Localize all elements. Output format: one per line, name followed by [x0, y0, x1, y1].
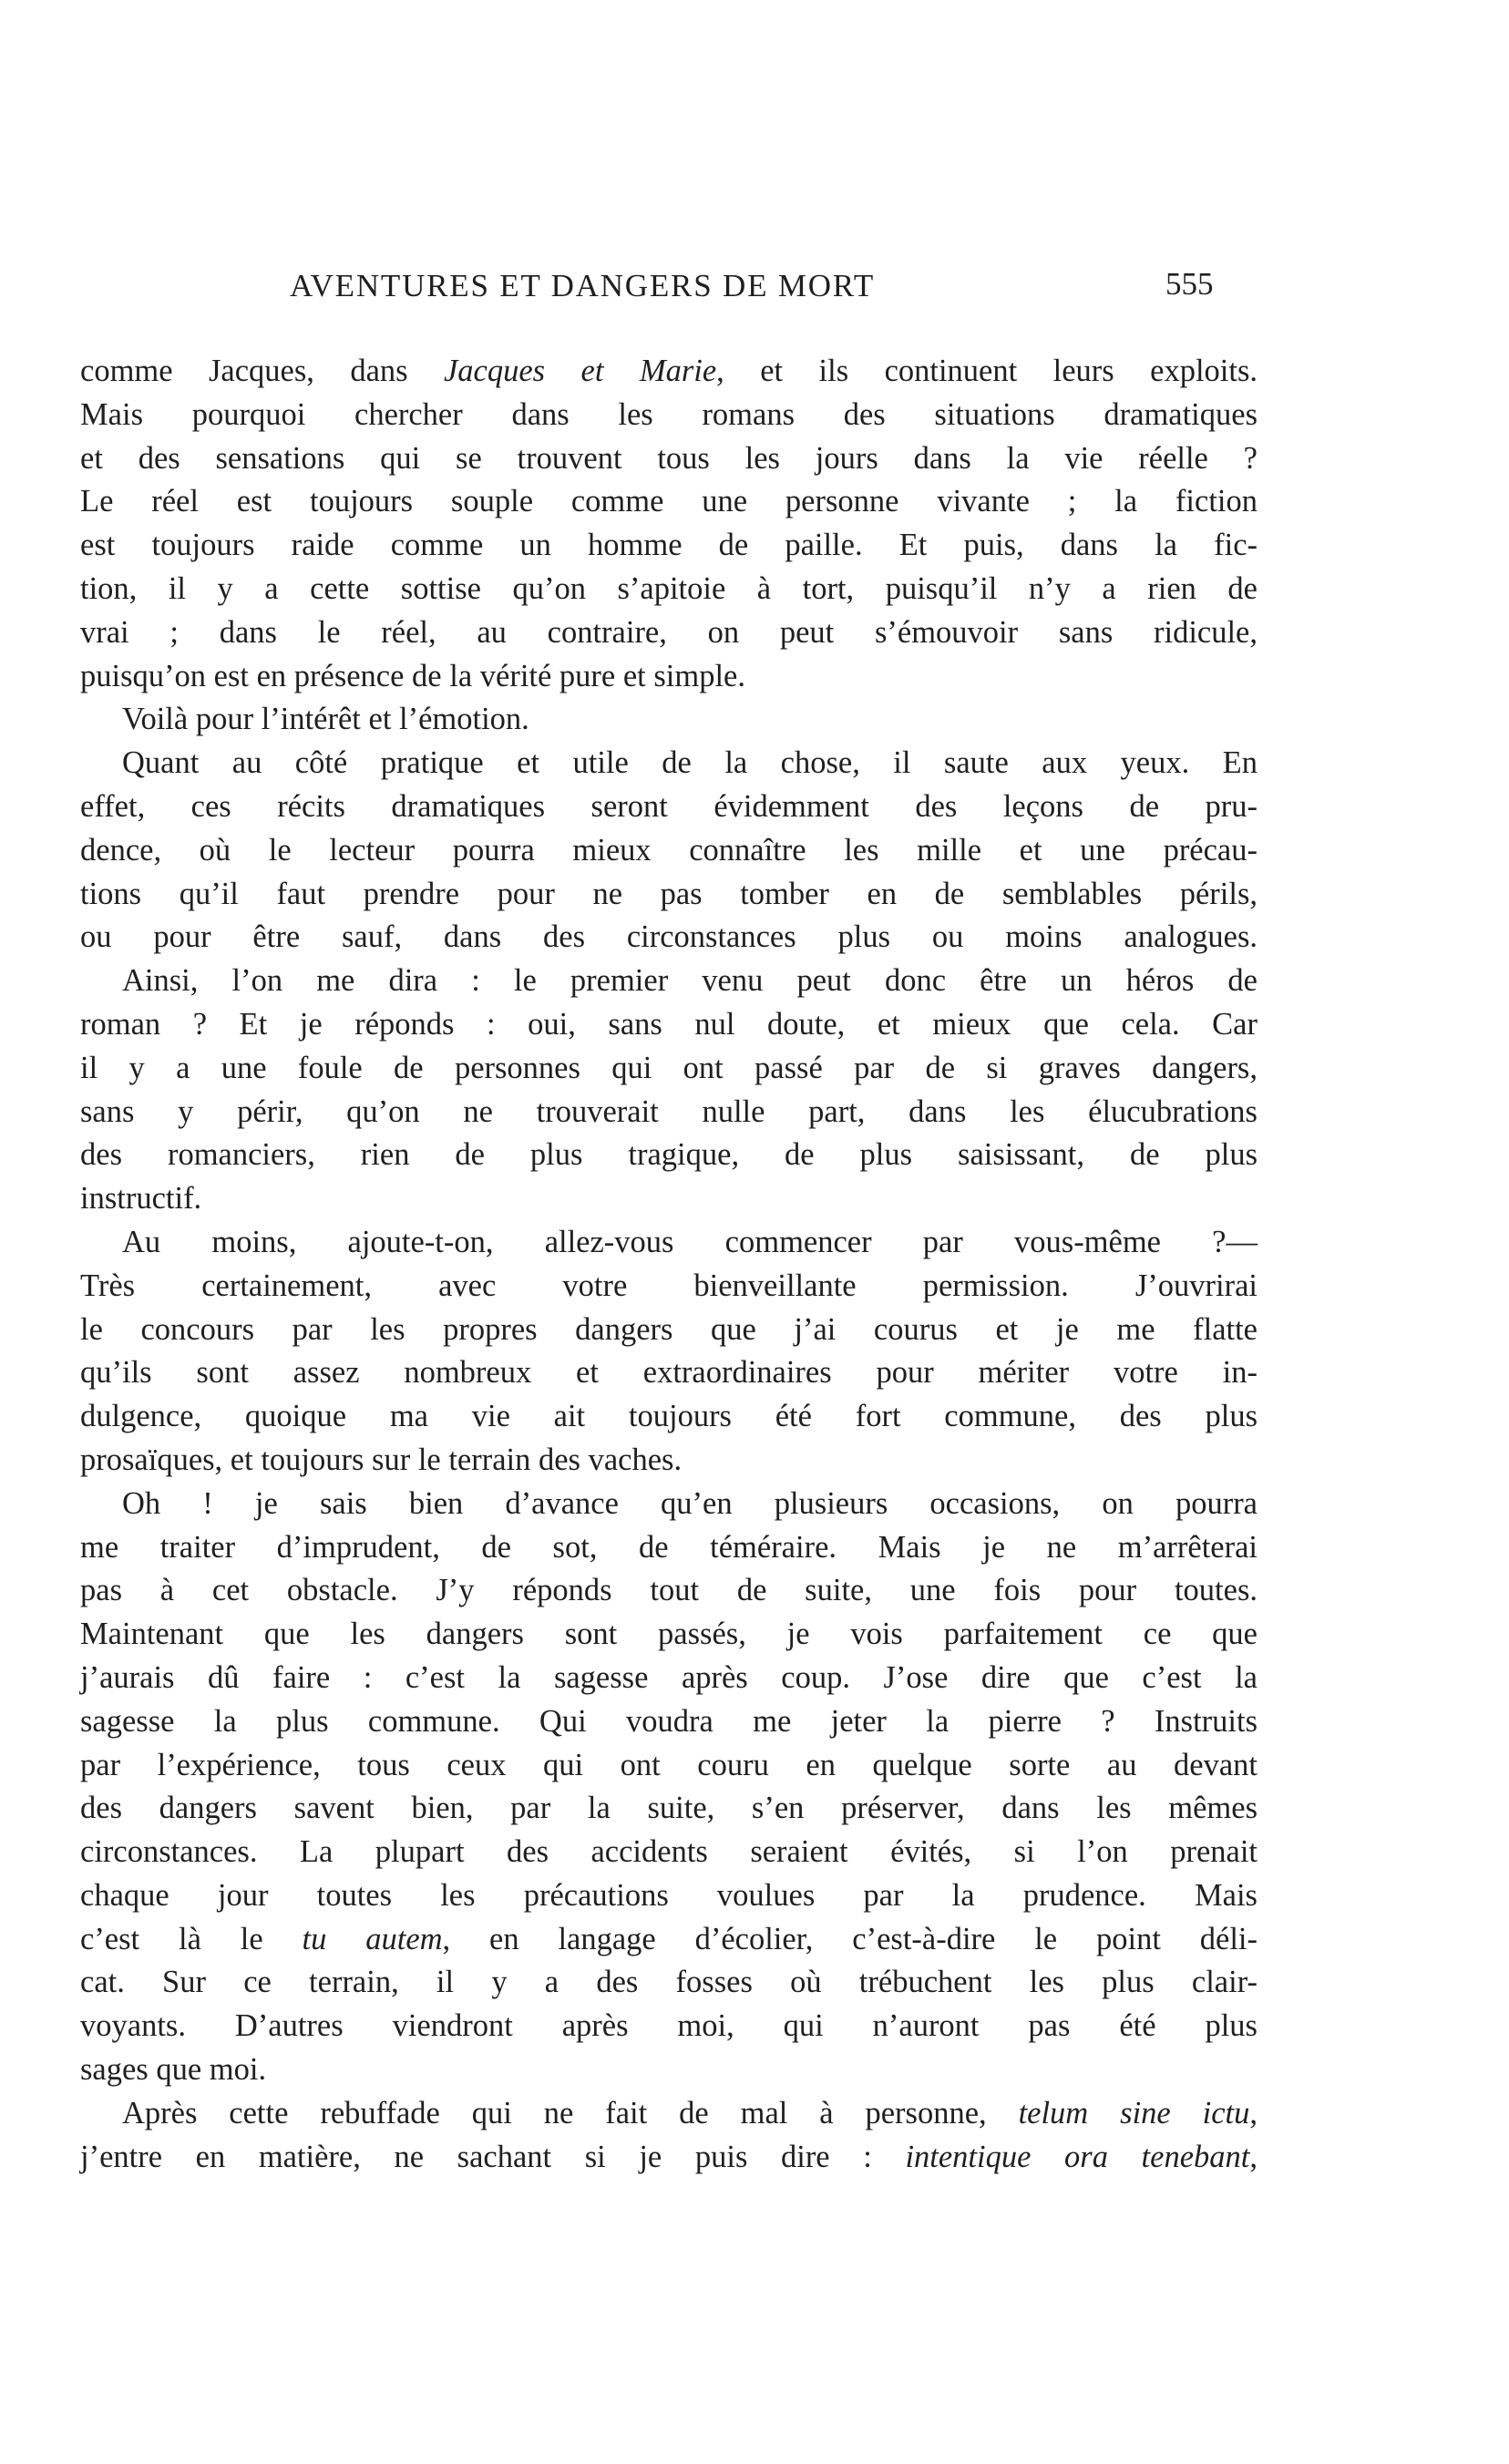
- text-line: tions qu’il faut prendre pour ne pas tomber en de semblables périls,: [80, 876, 1258, 911]
- text-line: dulgence, quoique ma vie ait toujours été fort commune, des plus: [80, 1399, 1258, 1434]
- text-line: voyants. D’autres viendront après moi, qui n’auront pas été plus: [80, 2008, 1258, 2044]
- text-line: sages que moi.: [80, 2052, 267, 2088]
- page-number: 555: [1165, 266, 1214, 302]
- text-line: il y a une foule de personnes qui ont passé par de si graves dangers,: [80, 1050, 1258, 1085]
- text-line: me traiter d’imprudent, de sot, de téméraire. Mais je ne m’arrêterai: [80, 1529, 1258, 1565]
- text-line: comme Jacques, dans Jacques et Marie, et ils continuent leurs exploits.: [80, 354, 1258, 388]
- text-line: Le réel est toujours souple comme une personne vivante ; la fiction: [80, 484, 1258, 519]
- text-line: Très certainement, avec votre bienveillante permission. J’ouvrirai: [80, 1268, 1258, 1303]
- text-line: effet, ces récits dramatiques seront évidemment des leçons de pru-: [80, 788, 1258, 824]
- text-line: Oh ! je sais bien d’avance qu’en plusieurs occasions, on pourra: [122, 1485, 1258, 1521]
- text-line: Voilà pour l’intérêt et l’émotion.: [122, 702, 529, 737]
- text-line: prosaïques, et toujours sur le terrain des vaches.: [80, 1442, 683, 1477]
- text-line: dence, où le lecteur pourra mieux connaître les mille et une précau-: [80, 832, 1258, 868]
- text-line: Mais pourquoi chercher dans les romans des situations dramatiques: [80, 396, 1258, 432]
- text-line: sagesse la plus commune. Qui voudra me jeter la pierre ? Instruits: [80, 1703, 1258, 1739]
- text-line: c’est là le tu autem, en langage d’écolier, c’est-à-dire le point déli-: [80, 1921, 1258, 1956]
- text-line: Après cette rebuffade qui ne fait de mal à personne, telum sine ictu,: [122, 2095, 1258, 2130]
- text-line: Quant au côté pratique et utile de la chose, il saute aux yeux. En: [122, 745, 1258, 781]
- text-line: j’entre en matière, ne sachant si je puis dire : intentique ora tenebant,: [80, 2139, 1258, 2174]
- body-text: [80, 350, 1258, 2179]
- text-line: j’aurais dû faire : c’est la sagesse après coup. J’ose dire que c’est la: [80, 1659, 1258, 1695]
- text-line: le concours par les propres dangers que j’ai courus et je me flatte: [80, 1311, 1258, 1347]
- text-line: est toujours raide comme un homme de paille. Et puis, dans la fic-: [80, 528, 1258, 563]
- text-line: par l’expérience, tous ceux qui ont couru en quelque sorte au devant: [80, 1747, 1258, 1782]
- text-line: cat. Sur ce terrain, il y a des fosses où trébuchent les plus clair-: [80, 1965, 1258, 2000]
- text-line: instructif.: [80, 1181, 202, 1217]
- text-line: et des sensations qui se trouvent tous les jours dans la vie réelle ?: [80, 440, 1258, 476]
- text-line: Maintenant que les dangers sont passés, je vois parfaitement ce que: [80, 1617, 1258, 1652]
- text-line: vrai ; dans le réel, au contraire, on peut s’émouvoir sans ridicule,: [80, 614, 1258, 650]
- text-line: circonstances. La plupart des accidents seraient évités, si l’on prenait: [80, 1834, 1258, 1870]
- text-line: Au moins, ajoute-t-on, allez-vous commencer par vous-même ?—: [122, 1224, 1258, 1259]
- text-line: pas à cet obstacle. J’y réponds tout de suite, une fois pour toutes.: [80, 1573, 1258, 1608]
- text-line: des romanciers, rien de plus tragique, de plus saisissant, de plus: [80, 1137, 1258, 1173]
- text-line: tion, il y a cette sottise qu’on s’apitoie à tort, puisqu’il n’y a rien de: [80, 570, 1258, 606]
- running-head: [0, 262, 1509, 308]
- text-line: ou pour être sauf, dans des circonstances plus ou moins analogues.: [80, 919, 1258, 955]
- text-line: puisqu’on est en présence de la vérité pure et simple.: [80, 658, 745, 693]
- text-line: chaque jour toutes les précautions voulues par la prudence. Mais: [80, 1877, 1258, 1913]
- text-line: qu’ils sont assez nombreux et extraordinaires pour mériter votre in-: [80, 1355, 1258, 1391]
- text-line: sans y périr, qu’on ne trouverait nulle part, dans les élucubrations: [80, 1093, 1258, 1129]
- text-line: Ainsi, l’on me dira : le premier venu peut donc être un héros de: [122, 963, 1258, 999]
- text-line: roman ? Et je réponds : oui, sans nul doute, et mieux que cela. Car: [80, 1006, 1258, 1042]
- running-title: AVENTURES ET DANGERS DE MORT: [290, 268, 876, 303]
- text-line: des dangers savent bien, par la suite, s’en préserver, dans les mêmes: [80, 1791, 1258, 1826]
